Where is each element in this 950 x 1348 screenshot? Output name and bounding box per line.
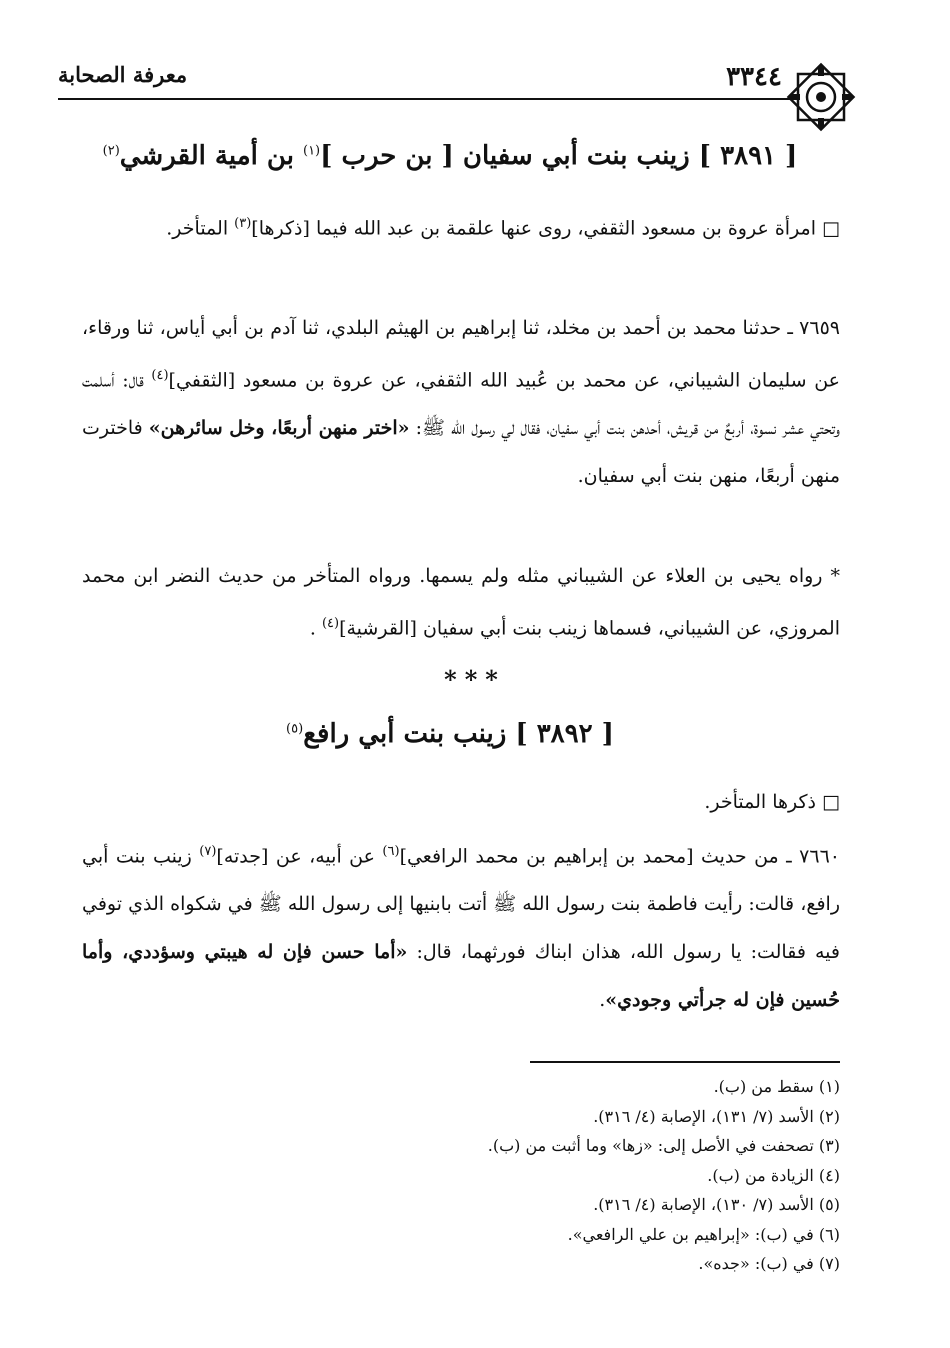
footnote-ref-7: (٧) <box>199 844 217 859</box>
entry-3892-intro-text: □ ذكرها المتأخر. <box>704 791 840 813</box>
footnote-ref-4b: (٤) <box>321 616 340 631</box>
footnote-ref-6: (٦) <box>382 844 400 859</box>
footnote-item: (٦) في (ب): «إبراهيم بن علي الرافعي». <box>567 1224 840 1244</box>
hadith-7659 <box>82 304 840 500</box>
hadith-7659-mid: قال: أسلمت وتحتي عشر نسوة، أربعٌ من قريش، أحدهن بنت أبي سفيان، فقال لي رسول الله ﷺ: <box>82 369 840 440</box>
book-title: معرفة الصحابة <box>58 62 188 87</box>
entry-3891-intro <box>82 200 840 252</box>
hadith-7660-quote: «أما حسن فإن له هيبتي وسؤددي، وأما حُسين فإن له جرأتي وجودي» <box>82 941 840 1012</box>
section-separator: *** <box>444 665 506 694</box>
footnote-ref-2: (٢) <box>102 143 120 159</box>
footnote-rule <box>530 1061 840 1063</box>
page-number: ٣٣٤٤ <box>726 62 782 92</box>
entry-3892-heading <box>60 718 840 752</box>
footnote-ref-1: (١) <box>302 143 321 159</box>
entry-3891-heading <box>60 140 840 174</box>
footnote-ref-3: (٣) <box>234 216 252 231</box>
entry-3891-intro-text: □ امرأة عروة بن مسعود الثقفي، روى عنها علقمة بن عبد الله فيما [ذكرها] <box>251 217 840 240</box>
footnote-item: (٢) الأسد (٧/ ١٣١)، الإصابة (٤/ ٣١٦). <box>593 1106 840 1126</box>
hadith-7659-text: ٧٦٥٩ ـ حدثنا محمد بن أحمد بن مخلد، ثنا إبراهيم بن الهيثم البلدي، ثنا آدم بن أبي أياس، ثنا ورقاء، عن سليمان الشيباني، عن محمد بن عُبيد الله الثقفي، عن عروة بن مسعود [الثقفي] <box>82 317 840 392</box>
footnote-item: (٧) في (ب): «جده». <box>698 1254 840 1273</box>
hadith-7660-mid1: عن أبيه، عن [جدته] <box>216 845 383 868</box>
footnote-item: (٥) الأسد (٧/ ١٣٠)، الإصابة (٤/ ٣١٦). <box>593 1195 840 1214</box>
narration-note-text: * رواه يحيى بن العلاء عن الشيباني مثله ولم يسمها. ورواه المتأخر من حديث النضر ابن محمد المروزي، عن الشيباني، فسماها زينب بنت أبي سفيان [القرشية] <box>82 565 840 640</box>
entry-3892-intro <box>82 778 840 826</box>
hadith-7660-mid2: زينب بنت أبي رافع، قالت: رأيت فاطمة بنت رسول الله ﷺ أتت بابنيها إلى رسول الله ﷺ في شكواه الذي توفي فيه فقالت: يا رسول الله، هذان ابناك فورثهما، قال: <box>82 845 840 964</box>
narration-note <box>82 552 840 652</box>
header-rule <box>58 98 796 100</box>
star-ornament-icon <box>784 60 858 134</box>
footnote-item: (١) سقط من (ب). <box>713 1077 840 1096</box>
hadith-7660-start: ٧٦٦٠ ـ من حديث [محمد بن إبراهيم بن محمد الرافعي] <box>399 845 840 868</box>
hadith-7659-quote: «اختر منهن أربعًا، وخل سائرهن» <box>148 417 410 440</box>
entry-3891-intro-tail: المتأخر. <box>166 217 235 240</box>
entry-3891-heading-tail: بن أمية القرشي <box>119 141 303 171</box>
hadith-7660-end: . <box>599 989 606 1012</box>
entry-3892-heading-text: [ ٣٨٩٢ ] زينب بنت أبي رافع <box>303 719 614 749</box>
entry-3891-heading-text: [ ٣٨٩١ ] زينب بنت أبي سفيان [ بن حرب ] <box>320 141 798 171</box>
narration-note-end: . <box>309 617 322 640</box>
footnote-item: (٣) تصحفت في الأصل إلى: «زها» وما أثبت من (ب). <box>487 1136 840 1155</box>
hadith-7659-end: فاخترت منهن أربعًا، منهن بنت أبي سفيان. <box>82 417 840 488</box>
footnote-item: (٤) الزيادة من (ب). <box>707 1165 840 1185</box>
footnotes-list <box>200 1072 840 1279</box>
footnote-ref-4: (٤) <box>151 368 169 383</box>
footnote-ref-5: (٥) <box>286 721 304 737</box>
hadith-7660 <box>82 828 840 1024</box>
